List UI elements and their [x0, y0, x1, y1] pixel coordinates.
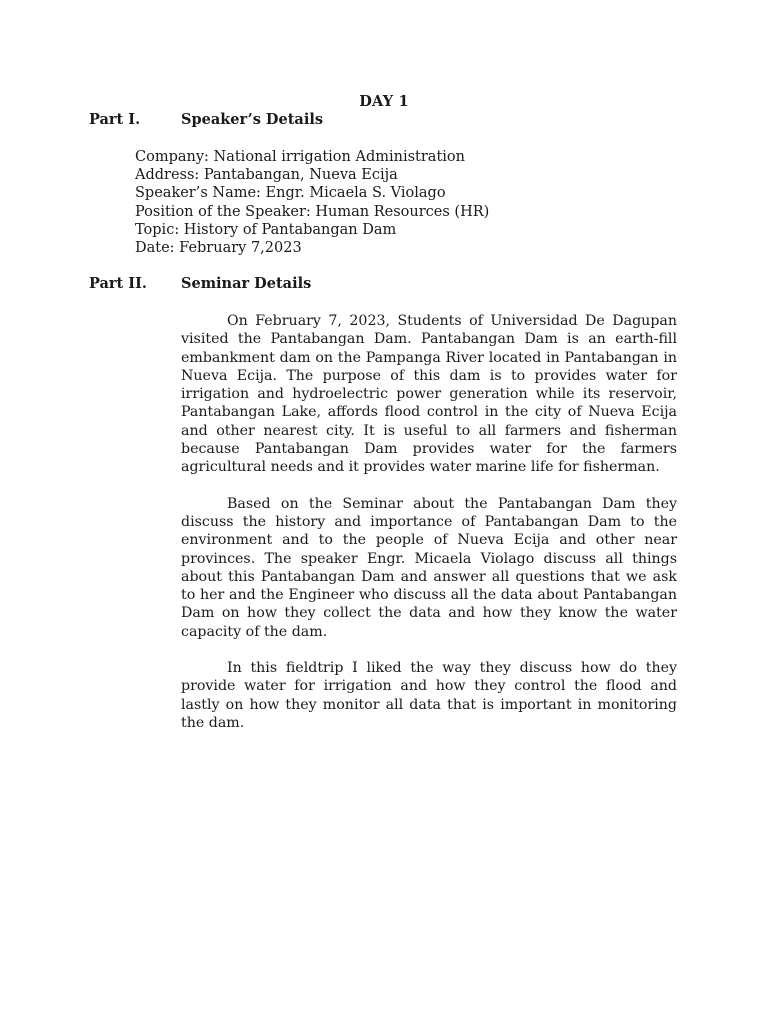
seminar-details-body	[181, 312, 677, 750]
speaker-details	[135, 148, 489, 257]
part-two-heading: Seminar Details	[181, 275, 312, 292]
detail-company: Company: National irrigation Administration	[135, 149, 465, 165]
detail-position: Position of the Speaker: Human Resources (HR)	[135, 203, 490, 220]
detail-topic: Topic: History of Pantabangan Dam	[135, 221, 397, 238]
part-two-header	[89, 275, 311, 292]
detail-address: Address: Pantabangan, Nueva Ecija	[135, 167, 398, 184]
part-one-header	[89, 111, 323, 128]
part-two-label: Part II.	[89, 275, 147, 292]
seminar-paragraph-1: On February 7, 2023, Students of Universidad De Dagupan visited the Pantabangan Dam. Pantabangan Dam is an earth-fill embankment dam on the Pampanga River located in Pantabangan in Nueva Ecija. The purpose of this dam is to provides water for irrigation and hydroelectric power generation while its reservoir, Pantabangan Lake, affords flood control in the city of Nueva Ecija and other nearest city. It is useful to all farmers and fisherman because Pantabangan Dam provides water for the farmers agricultural needs and it provides water marine life for fisherman.	[181, 313, 677, 476]
seminar-paragraph-3: In this fieldtrip I liked the way they discuss how do they provide water for irrigation and how they control the flood and lastly on how they monitor all data that is important in monitoring the dam.	[181, 660, 677, 731]
day-title: DAY 1	[359, 93, 409, 110]
detail-speaker-name: Speaker’s Name: Engr. Micaela S. Violago	[135, 185, 446, 202]
detail-date: Date: February 7,2023	[135, 240, 302, 257]
part-one-label: Part I.	[89, 111, 141, 128]
part-one-heading: Speaker’s Details	[181, 111, 324, 128]
seminar-paragraph-2: Based on the Seminar about the Pantabangan Dam they discuss the history and importance of Pantabangan Dam to the environment and to the people of Nueva Ecija and other near provinces. The speaker Engr. Micaela Violago discuss all things about this Pantabangan Dam and answer all questions that we ask to her and the Engineer who discuss all the data about Pantabangan Dam on how they collect the data and how they know the water capacity of the dam.	[181, 495, 677, 640]
